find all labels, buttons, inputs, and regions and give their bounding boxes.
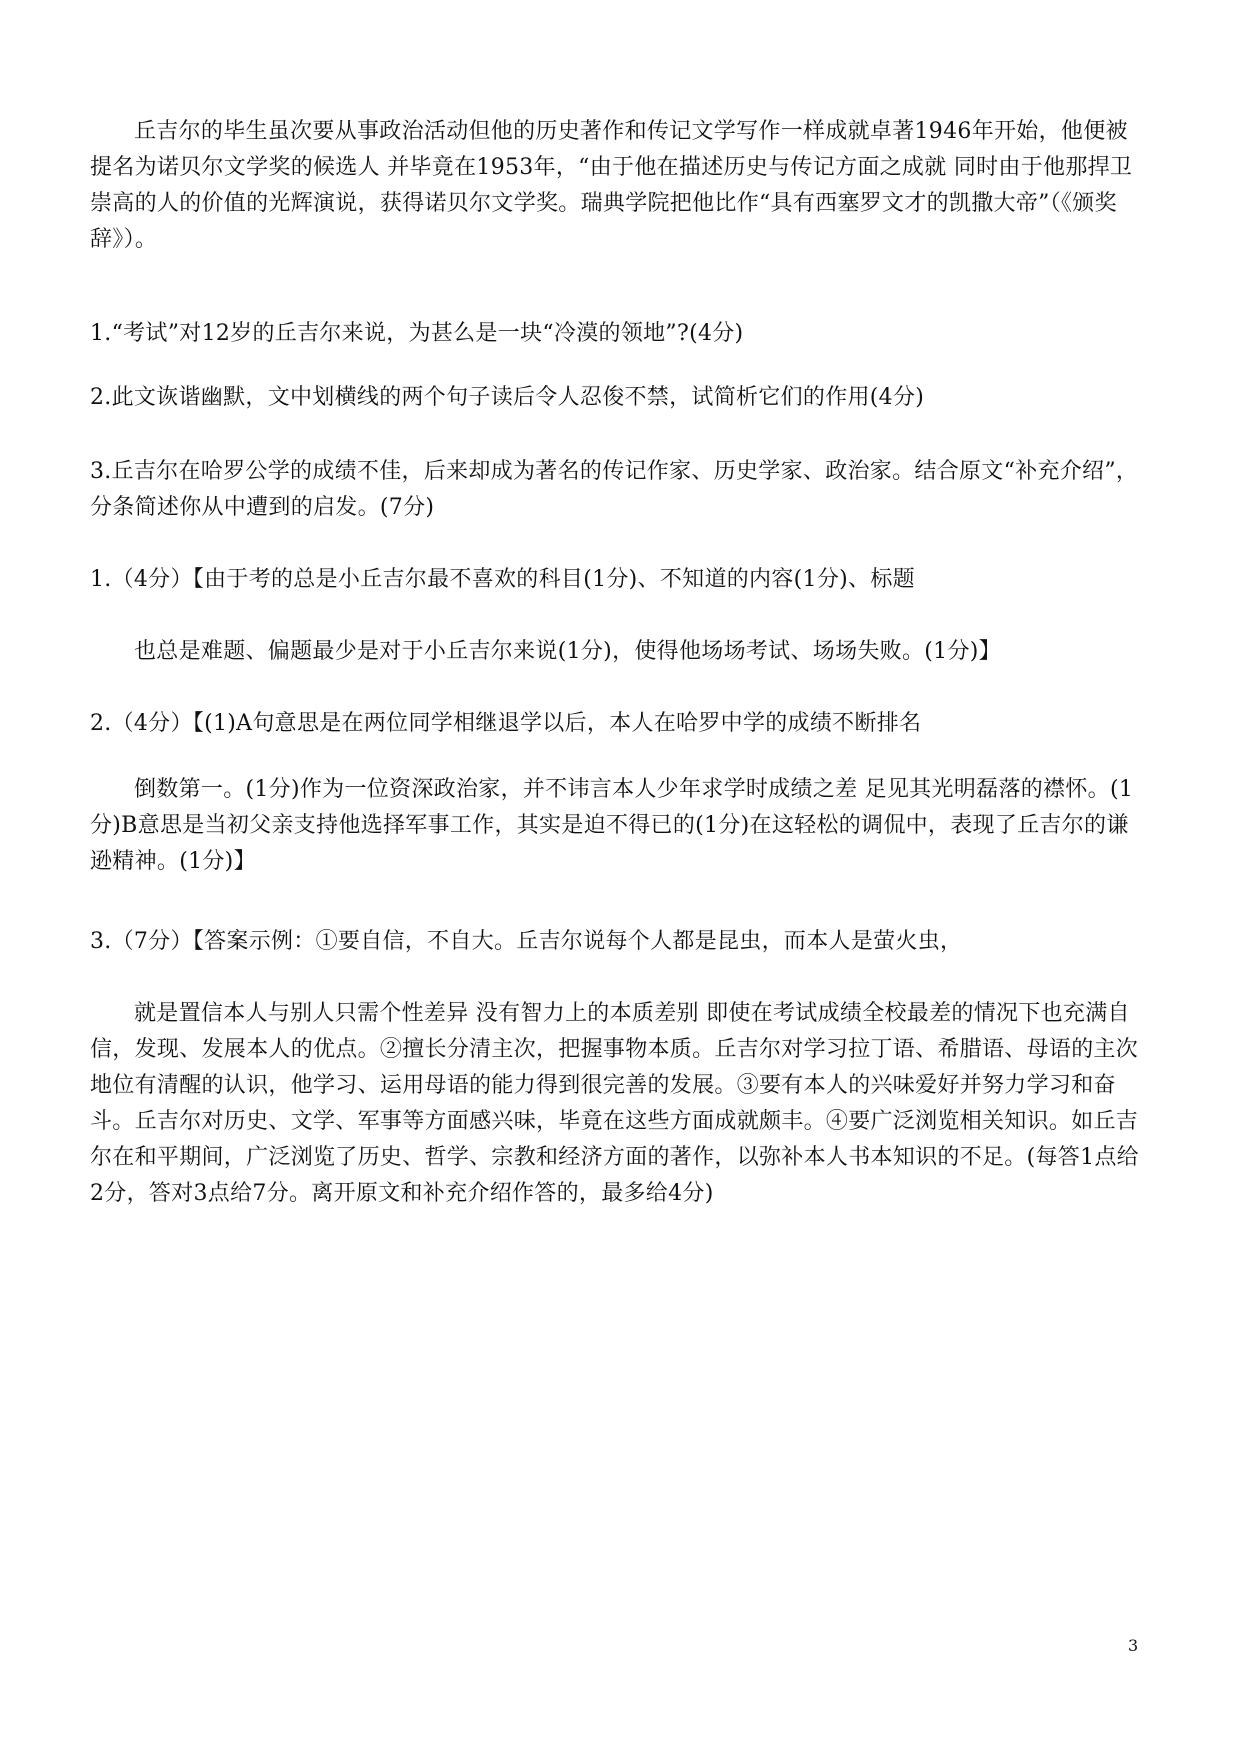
page-number: 3 <box>1128 1636 1139 1655</box>
answer-2-first-line <box>90 706 1150 742</box>
answer-text: 也总是难题、偏题最少是对于小丘吉尔来说(1分)，使得他场场考试、场场失败。(1分)】 <box>134 639 1001 664</box>
answer-2-continuation <box>90 772 1150 880</box>
question-text: 3.丘吉尔在哈罗公学的成绩不佳，后来却成为著名的传记作家、历史学家、政治家。结合原文“补充介绍”，分条简述你从中遭到的启发。(7分) <box>90 459 1139 520</box>
question-3 <box>90 454 1150 526</box>
answer-text: 就是置信本人与别人只需个性差异 没有智力上的本质差别 即使在考试成绩全校最差的情况下也充满自信，发现、发展本人的优点。②擅长分清主次，把握事物本质。丘吉尔对学习拉丁语、希腊语、母语的主次地位有清醒的认识，他学习、运用母语的能力得到很完善的发展。③要有本人的兴味爱好并努力学习和奋斗。丘吉尔对历史、文学、军事等方面感兴味，毕竟在这些方面成就颇丰。④要广泛浏览相关知识。如丘吉尔在和平期间，广泛浏览了历史、哲学、宗教和经济方面的著作，以弥补本人书本知识的不足。(每答1点给2分，答对3点给7分。离开原文和补充介绍作答的，最多给4分) <box>90 1001 1139 1206</box>
answer-1-continuation <box>90 634 1150 670</box>
question-2 <box>90 380 1150 416</box>
answer-3-continuation <box>90 996 1150 1212</box>
answer-text: 3.（7分）【答案示例：①要自信，不自大。丘吉尔说每个人都是昆虫，而本人是萤火虫， <box>90 929 963 954</box>
answer-text: 1.（4分）【由于考的总是小丘吉尔最不喜欢的科目(1分)、不知道的内容(1分)、标题 <box>90 567 915 592</box>
question-text: 2.此文诙谐幽默，文中划横线的两个句子读后令人忍俊不禁，试简析它们的作用(4分) <box>90 385 925 410</box>
intro-paragraph-block <box>90 114 1150 258</box>
question-text: 1.“考试”对12岁的丘吉尔来说，为甚么是一块“冷漠的领地”?(4分) <box>90 321 744 346</box>
answer-text: 倒数第一。(1分)作为一位资深政治家，并不讳言本人少年求学时成绩之差 足见其光明磊落的襟怀。(1分)B意思是当初父亲支持他选择军事工作，其实是迫不得已的(1分)在这轻松的调侃中，表现了丘吉尔的谦逊精神。(1分)】 <box>90 777 1134 874</box>
intro-paragraph: 丘吉尔的毕生虽次要从事政治活动但他的历史著作和传记文学写作一样成就卓著1946年开始，他便被提名为诺贝尔文学奖的候选人 并毕竟在1953年，“由于他在描述历史与传记方面之成就 同时由于他那捍卫崇高的人的价值的光辉演说，获得诺贝尔文学奖。瑞典学院把他比作“具有西塞罗文才的凯撒大帝”（《颁奖辞》）。 <box>90 119 1133 252</box>
answer-1-first-line <box>90 562 1150 598</box>
question-1 <box>90 316 1150 352</box>
answer-3-first-line <box>90 924 1150 960</box>
answer-text: 2.（4分）【(1)A句意思是在两位同学相继退学以后，本人在哈罗中学的成绩不断排名 <box>90 711 922 736</box>
